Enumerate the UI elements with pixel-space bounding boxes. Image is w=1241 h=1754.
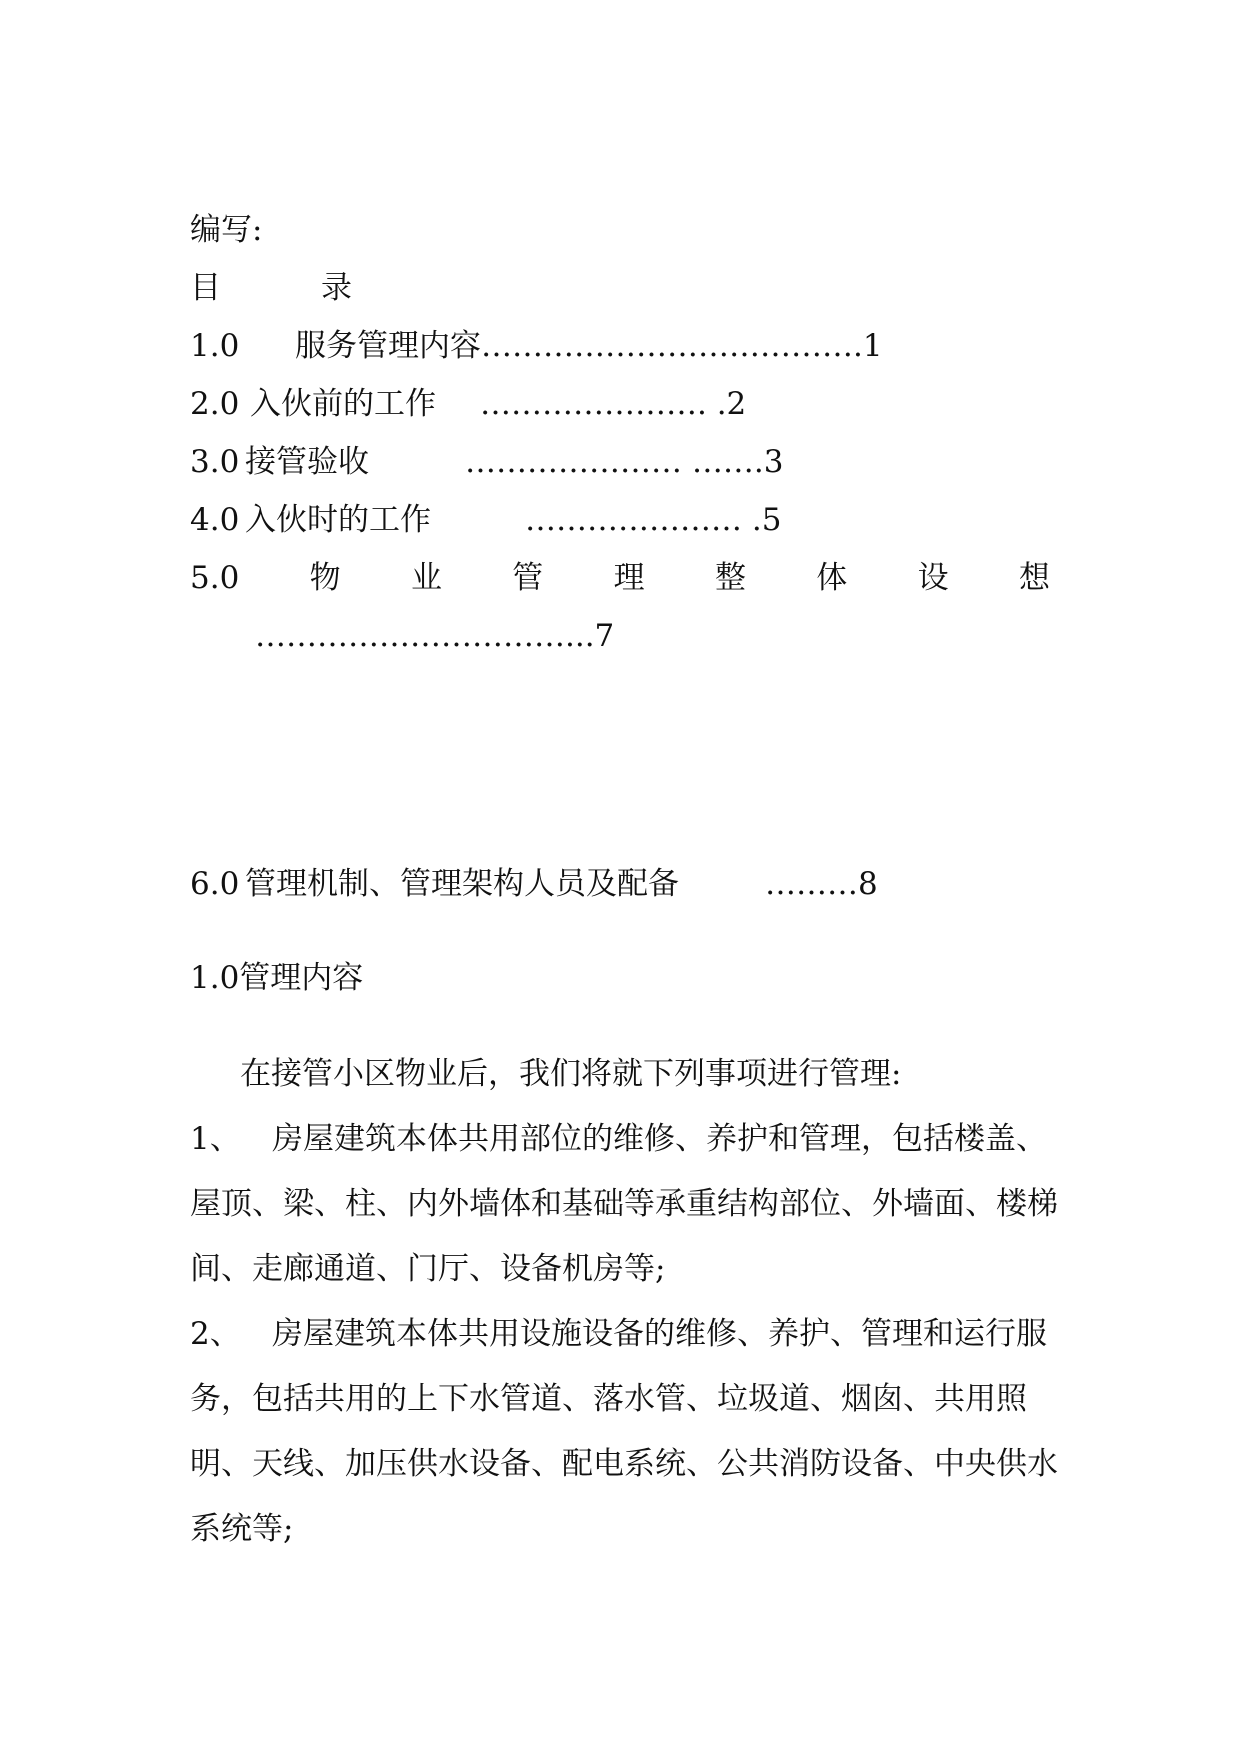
toc-entry-label-char: 整 xyxy=(714,560,746,596)
toc-entry-6 xyxy=(190,864,878,904)
toc-entry-5 xyxy=(190,558,1050,598)
toc-entry-number: 5.0 xyxy=(190,560,240,596)
toc-entry-2 xyxy=(190,384,746,424)
toc-entry-number: 1.0 xyxy=(190,328,240,364)
toc-entry-label-char: 理 xyxy=(613,560,645,596)
toc-entry-number: 2.0 xyxy=(190,386,240,422)
list-item-text: 房屋建筑本体共用部位的维修、养护和管理，包括楼盖、屋顶、梁、柱、内外墙体和基础等承重结构部位、外墙面、楼梯间、走廊通道、门厅、设备机房等; xyxy=(190,1121,1058,1287)
toc-entry-dots: ……………………………….1 xyxy=(481,328,883,364)
toc-title xyxy=(190,268,352,308)
toc-entry-dots: ………………… …….3 xyxy=(465,444,784,480)
toc-entry-1 xyxy=(190,326,883,366)
toc-title-char: 目 xyxy=(190,270,221,306)
toc-entry-label-char: 想 xyxy=(1018,560,1050,596)
toc-title-char: 录 xyxy=(321,270,352,306)
toc-entry-number: 6.0 xyxy=(190,866,240,902)
list-item-number: 1、 xyxy=(190,1121,241,1157)
toc-entry-3 xyxy=(190,442,783,482)
section-heading: 1.0管理内容 xyxy=(190,960,364,996)
list-item xyxy=(190,1302,1060,1562)
toc-entry-label: 服务管理内容 xyxy=(295,328,481,364)
toc-entry-label: 接管验收 xyxy=(245,444,369,480)
toc-entry-number: 3.0 xyxy=(190,444,240,480)
intro-paragraph: 在接管小区物业后，我们将就下列事项进行管理: xyxy=(240,1056,902,1092)
toc-entry-label: 入伙时的工作 xyxy=(245,502,431,538)
toc-entry-label-char: 业 xyxy=(410,560,442,596)
toc-entry-label-char: 管 xyxy=(512,560,544,596)
toc-entry-label-char: 设 xyxy=(917,560,949,596)
toc-entry-dots: …………………. .2 xyxy=(480,386,747,422)
toc-entry-label-char: 物 xyxy=(309,560,341,596)
toc-entry-label: 管理机制、管理架构人员及配备 xyxy=(245,866,679,902)
toc-entry-dots: ………8 xyxy=(765,866,878,902)
content-body xyxy=(190,1042,1060,1562)
toc-entry-4 xyxy=(190,500,781,540)
toc-entry-number: 4.0 xyxy=(190,502,240,538)
list-item-text: 房屋建筑本体共用设施设备的维修、养护、管理和运行服务，包括共用的上下水管道、落水管、垃圾道、烟囱、共用照明、天线、加压供水设备、配电系统、公共消防设备、中央供水系统等; xyxy=(190,1316,1058,1547)
toc-entry-label: 入伙前的工作 xyxy=(250,386,436,422)
toc-entry-dots: ………………… .5 xyxy=(525,502,782,538)
toc-entry-5-dots: …………………………...7 xyxy=(255,618,615,654)
author-label: 编写: xyxy=(190,212,263,248)
toc-entry-label-char: 体 xyxy=(816,560,848,596)
list-item-number: 2、 xyxy=(190,1316,241,1352)
list-item xyxy=(190,1107,1060,1302)
